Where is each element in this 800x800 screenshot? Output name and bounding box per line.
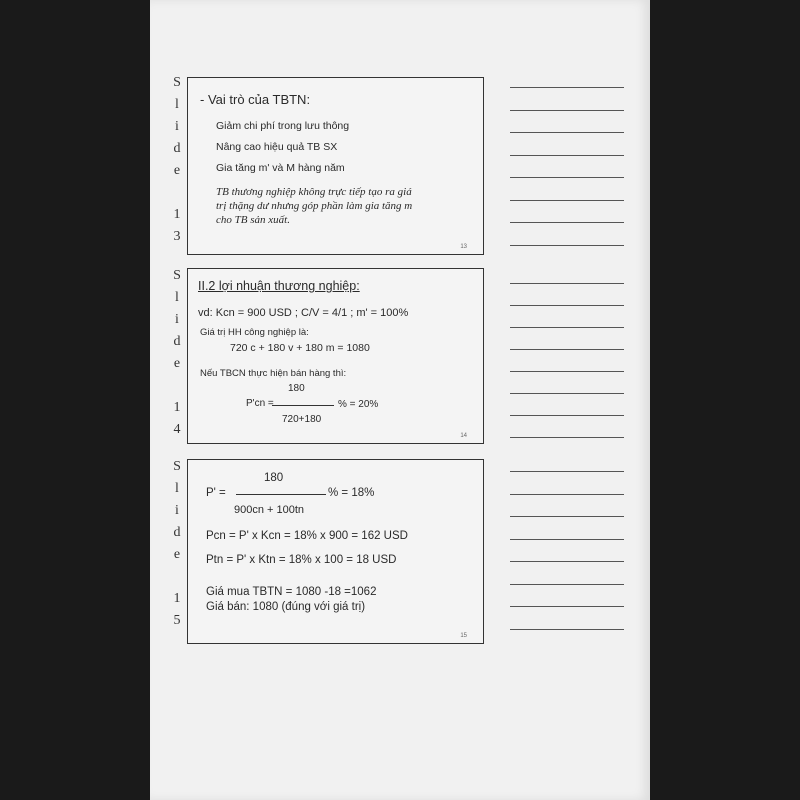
side-letter: 1 [173,591,181,606]
slide-14-example: vd: Kcn = 900 USD ; C/V = 4/1 ; m' = 100% [198,307,409,319]
note-line [510,393,624,394]
slide-14 [187,268,484,444]
side-letter: l [175,481,179,496]
slide-15-sell-price: Giá bán: 1080 (đúng với giá trị) [206,601,366,613]
side-letter: i [175,119,179,134]
side-letter: 1 [173,400,181,415]
side-letter: S [173,459,181,474]
note-line [510,87,624,88]
slide-13-note-line: cho TB sản xuất. [216,214,290,226]
slide-15-ptn: Ptn = P' x Ktn = 18% x 100 = 18 USD [206,554,397,566]
note-line [510,494,624,495]
note-line [510,561,624,562]
note-line [510,415,624,416]
slide-14-heading: II.2 lợi nhuận thương nghiệp: [198,279,360,293]
side-letter: i [175,503,179,518]
slide-13-note-line: trị thặng dư nhưng góp phần làm gia tăng m [216,200,413,212]
note-line [510,471,624,472]
slide-15-fraction-lhs: P' = [206,487,226,499]
side-letter: e [173,547,181,562]
note-line [510,305,624,306]
side-label-slide-13 [172,75,182,245]
note-line [510,629,624,630]
slide-13-point: Gia tăng m' và M hàng năm [216,162,345,174]
side-label-slide-14 [172,268,182,438]
slide-13-note-line: TB thương nghiệp không trực tiếp tạo ra giá [216,186,412,198]
side-letter: d [173,334,181,349]
side-letter: 5 [173,613,181,628]
note-line [510,349,624,350]
side-letter: i [175,312,179,327]
note-line [510,200,624,201]
note-line [510,155,624,156]
side-letter: d [173,141,181,156]
slide-14-fraction-lhs: P'cn = [246,398,274,409]
slide-15-buy-price: Giá mua TBTN = 1080 -18 =1062 [206,586,377,598]
note-line [510,283,624,284]
side-letter: l [175,97,179,112]
slide-14-fraction-bar [272,405,334,406]
note-line [510,371,624,372]
slide-15-fraction-denominator: 900cn + 100tn [234,504,305,516]
side-label-slide-15 [172,459,182,629]
side-letter: d [173,525,181,540]
side-letter: e [173,163,181,178]
slide-14-value-equation: 720 c + 180 v + 180 m = 1080 [230,342,370,354]
slide-14-if-label: Nếu TBCN thực hiện bán hàng thì: [200,368,347,379]
slide-13-number: 13 [460,244,467,250]
slide-15-fraction-numerator: 180 [264,472,284,484]
side-letter: S [173,268,181,283]
slide-13-heading: - Vai trò của TBTN: [200,92,311,107]
note-line [510,177,624,178]
side-letter: 3 [173,229,181,244]
slide-14-value-label: Giá trị HH công nghiệp là: [200,327,309,338]
slide-15-fraction-bar [236,494,326,495]
slide-15 [187,459,484,644]
slide-13 [187,77,484,255]
note-line [510,539,624,540]
slide-14-fraction-rhs: % = 20% [338,399,379,410]
note-line [510,110,624,111]
slide-14-fraction-numerator: 180 [288,383,305,394]
note-line [510,222,624,223]
note-line [510,245,624,246]
side-letter: 1 [173,207,181,222]
note-line [510,132,624,133]
note-line [510,516,624,517]
slide-15-pcn: Pcn = P' x Kcn = 18% x 900 = 162 USD [206,530,408,542]
slide-14-fraction-denominator: 720+180 [282,414,322,425]
side-letter: S [173,75,181,90]
side-letter: e [173,356,181,371]
side-letter: 4 [173,422,181,437]
slide-15-number: 15 [460,633,467,639]
note-line [510,606,624,607]
slide-14-number: 14 [460,433,467,439]
slide-13-point: Nâng cao hiệu quả TB SX [216,141,338,153]
note-line [510,584,624,585]
note-line [510,327,624,328]
slide-15-fraction-rhs: % = 18% [328,487,375,499]
slide-13-point: Giảm chi phí trong lưu thông [216,120,350,132]
note-line [510,437,624,438]
side-letter: l [175,290,179,305]
